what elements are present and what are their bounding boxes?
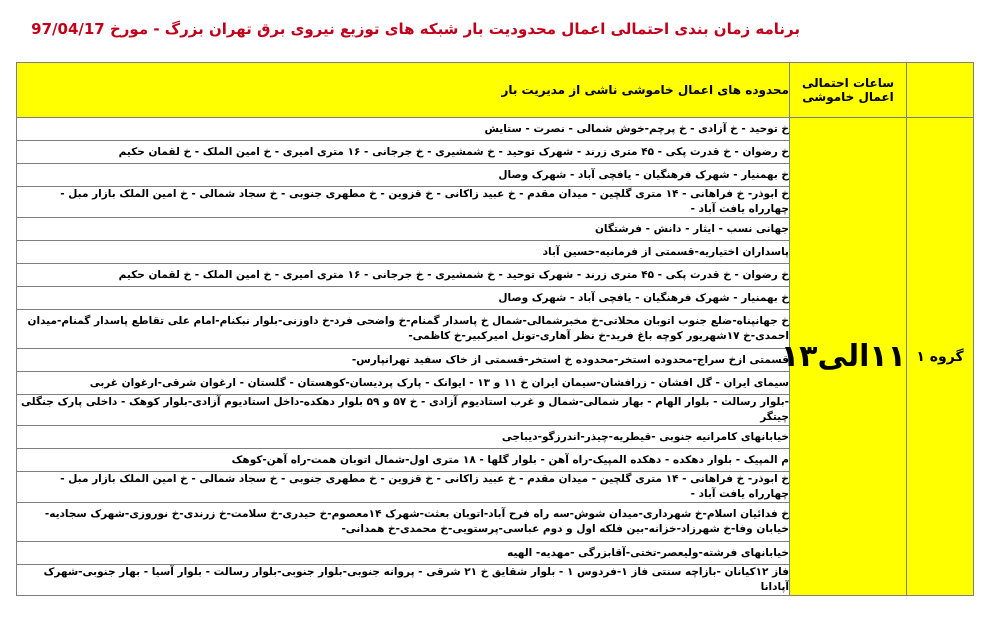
area-cell: خیابانهای کامرانیه جنوبی -قیطریه-چیذر-اندرزگو-دیباجی bbox=[17, 426, 790, 449]
table-body bbox=[17, 118, 974, 596]
area-cell: پاسداران اختیاریه-قسمتی از فرمانیه-حسین آباد bbox=[17, 241, 790, 264]
group-label: گروه ۱ bbox=[907, 118, 974, 596]
outage-schedule-table bbox=[16, 62, 974, 596]
area-cell: خ رضوان - خ قدرت پکی - ۴۵ متری زرند - شهرک توحید - خ شمشیری - خ جرجانی - ۱۶ متری امیری - خ امین الملک - خ لقمان حکیم bbox=[17, 141, 790, 164]
header-group bbox=[907, 63, 974, 118]
area-cell: خ رضوان - خ قدرت پکی - ۴۵ متری زرند - شهرک توحید - خ شمشیری - خ جرجانی - ۱۶ متری امیری - خ امین الملک - خ لقمان حکیم bbox=[17, 264, 790, 287]
area-cell: خ فدائیان اسلام-خ شهرداری-میدان شوش-سه راه فرح آباد-اتوبان بعثت-شهرک ۱۴معصوم-خ حیدری-خ سلامت-خ زرندی-خ نوروزی-شهرک سجادیه-خیابان وفا-خ شهرزاد-خزانه-بین فلکه اول و دوم عباسی-پرستویی-خ محمدی-خ همدانی- bbox=[17, 503, 790, 542]
area-cell: سیمای ایران - گل افشان - زرافشان-سیمان ایران خ ۱۱ و ۱۳ - ایوانک - پارک پردیسان-کوهستان - گلستان - ارغوان شرقی-ارغوان غربی bbox=[17, 372, 790, 395]
area-cell: خ بهمنیار - شهرک فرهنگیان - یافچی آباد - شهرک وصال bbox=[17, 164, 790, 187]
area-cell: خ جهانپناه-ضلع جنوب اتوبان محلاتی-خ مخبرشمالی-شمال خ پاسدار گمنام-خ واضحی فرد-خ داوزنی-بلوار نبکنام-امام علی تقاطع پاسدار گمنام-میدان احمدی-خ ۱۷شهریور کوچه باغ فرید-خ نظر آهاری-تونل امیرکبیر-خ کاظمی- bbox=[17, 310, 790, 349]
area-cell: جهانی نسب - ایثار - دانش - فرشتگان bbox=[17, 218, 790, 241]
area-cell: خیابانهای فرشته-ولیعصر-تختی-آقابزرگی -مهدیه- الهیه bbox=[17, 542, 790, 565]
area-cell: قسمتی ازخ سراج-محدوده استخر-محدوده خ استخر-قسمتی از خاک سفید تهرانپارس- bbox=[17, 349, 790, 372]
area-cell: فاز ۱۲کیانان -بازاچه سنتی فاز ۱-فردوس ۱ - بلوار شقایق خ ۲۱ شرقی - پروانه جنوبی-بلوار جنوبی-بلوار رسالت - بلوار آسیا - بهار جنوبی-شهرک آپادانا bbox=[17, 565, 790, 596]
page-title: برنامه زمان بندی احتمالی اعمال محدودیت بار شبکه های توزیع نیروی برق تهران بزرگ - مورخ 97/04/17 bbox=[31, 20, 800, 38]
header-outage-hours: ساعات احتمالی اعمال خاموشی bbox=[790, 63, 907, 118]
table-header-row bbox=[17, 63, 974, 118]
header-outage-areas: محدوده های اعمال خاموشی ناشی از مدیریت بار bbox=[17, 63, 790, 118]
area-cell: خ ابوذر- خ فراهانی - ۱۴ متری گلچین - میدان مقدم - خ عبید زاکانی - خ قزوین - خ مطهری جنوبی - خ سجاد شمالی - خ امین الملک بازار مبل - چهارراه یافت آباد - bbox=[17, 187, 790, 218]
area-cell: -بلوار رسالت - بلوار الهام - بهار شمالی-شمال و غرب استادیوم آزادی - خ ۵۷ و ۵۹ بلوار دهکده-داخل استادیوم آزادی-بلوار کوهک - داخلی پارک جنگلی چیتگر bbox=[17, 395, 790, 426]
area-cell: خ توحید - خ آزادی - خ پرچم-خوش شمالی - نصرت - ستایش bbox=[17, 118, 790, 141]
area-cell: خ ابوذر- خ فراهانی - ۱۴ متری گلچین - میدان مقدم - خ عبید زاکانی - خ قزوین - خ مطهری جنوبی - خ سجاد شمالی - خ امین الملک بازار مبل - چهارراه یافت آباد - bbox=[17, 472, 790, 503]
outage-hours-value: ۱۱الی۱۳ bbox=[790, 118, 907, 596]
area-cell: م المپیک - بلوار دهکده - دهکده المپیک-راه آهن - بلوار گلها - ۱۸ متری اول-شمال اتوبان همت-راه آهن-کوهک bbox=[17, 449, 790, 472]
area-cell: خ بهمنیار - شهرک فرهنگیان - یافچی آباد - شهرک وصال bbox=[17, 287, 790, 310]
table-row bbox=[17, 118, 974, 141]
